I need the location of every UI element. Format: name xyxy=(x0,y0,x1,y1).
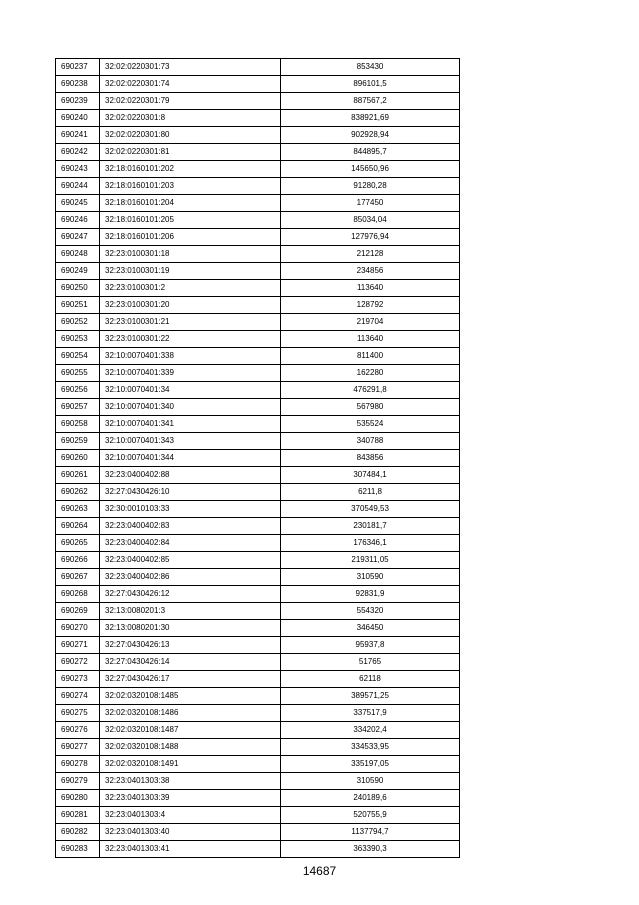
value-cell: 113640 xyxy=(281,331,460,348)
value-cell: 128792 xyxy=(281,297,460,314)
table-row xyxy=(56,365,460,382)
table-body xyxy=(56,59,460,858)
value-cell: 334202,4 xyxy=(281,722,460,739)
table-row xyxy=(56,144,460,161)
cadastral-number-cell: 32:23:0100301:18 xyxy=(100,246,281,263)
table-row xyxy=(56,841,460,858)
value-cell: 219704 xyxy=(281,314,460,331)
value-cell: 476291,8 xyxy=(281,382,460,399)
cadastral-number-cell: 32:13:0080201:3 xyxy=(100,603,281,620)
table-row xyxy=(56,416,460,433)
cadastral-number-cell: 32:10:0070401:339 xyxy=(100,365,281,382)
table-row xyxy=(56,603,460,620)
row-id-cell: 690260 xyxy=(56,450,100,467)
row-id-cell: 690267 xyxy=(56,569,100,586)
row-id-cell: 690242 xyxy=(56,144,100,161)
value-cell: 234856 xyxy=(281,263,460,280)
table-row xyxy=(56,348,460,365)
row-id-cell: 690257 xyxy=(56,399,100,416)
value-cell: 346450 xyxy=(281,620,460,637)
row-id-cell: 690239 xyxy=(56,93,100,110)
cadastral-number-cell: 32:02:0320108:1491 xyxy=(100,756,281,773)
table-row xyxy=(56,110,460,127)
row-id-cell: 690256 xyxy=(56,382,100,399)
value-cell: 145650,96 xyxy=(281,161,460,178)
table-row xyxy=(56,161,460,178)
row-id-cell: 690244 xyxy=(56,178,100,195)
table-row xyxy=(56,178,460,195)
value-cell: 535524 xyxy=(281,416,460,433)
row-id-cell: 690262 xyxy=(56,484,100,501)
table-row xyxy=(56,824,460,841)
cadastral-number-cell: 32:23:0100301:21 xyxy=(100,314,281,331)
table-row xyxy=(56,229,460,246)
row-id-cell: 690247 xyxy=(56,229,100,246)
cadastral-value-table xyxy=(55,58,460,858)
cadastral-number-cell: 32:23:0400402:84 xyxy=(100,535,281,552)
value-cell: 334533,95 xyxy=(281,739,460,756)
table-row xyxy=(56,382,460,399)
cadastral-number-cell: 32:23:0400402:88 xyxy=(100,467,281,484)
value-cell: 335197,05 xyxy=(281,756,460,773)
row-id-cell: 690237 xyxy=(56,59,100,76)
cadastral-number-cell: 32:02:0320108:1485 xyxy=(100,688,281,705)
row-id-cell: 690243 xyxy=(56,161,100,178)
cadastral-number-cell: 32:23:0400402:86 xyxy=(100,569,281,586)
cadastral-number-cell: 32:27:0430426:17 xyxy=(100,671,281,688)
value-cell: 177450 xyxy=(281,195,460,212)
cadastral-number-cell: 32:23:0100301:20 xyxy=(100,297,281,314)
table-row xyxy=(56,671,460,688)
cadastral-number-cell: 32:18:0160101:202 xyxy=(100,161,281,178)
value-cell: 902928,94 xyxy=(281,127,460,144)
value-cell: 389571,25 xyxy=(281,688,460,705)
row-id-cell: 690278 xyxy=(56,756,100,773)
value-cell: 340788 xyxy=(281,433,460,450)
cadastral-number-cell: 32:02:0320108:1487 xyxy=(100,722,281,739)
value-cell: 240189,6 xyxy=(281,790,460,807)
value-cell: 85034,04 xyxy=(281,212,460,229)
value-cell: 887567,2 xyxy=(281,93,460,110)
value-cell: 896101,5 xyxy=(281,76,460,93)
cadastral-number-cell: 32:23:0401303:4 xyxy=(100,807,281,824)
table-row xyxy=(56,484,460,501)
cadastral-number-cell: 32:27:0430426:12 xyxy=(100,586,281,603)
cadastral-number-cell: 32:23:0401303:39 xyxy=(100,790,281,807)
cadastral-number-cell: 32:18:0160101:205 xyxy=(100,212,281,229)
value-cell: 230181,7 xyxy=(281,518,460,535)
table-row xyxy=(56,297,460,314)
table-row xyxy=(56,620,460,637)
table-row xyxy=(56,654,460,671)
row-id-cell: 690273 xyxy=(56,671,100,688)
value-cell: 51765 xyxy=(281,654,460,671)
row-id-cell: 690280 xyxy=(56,790,100,807)
row-id-cell: 690281 xyxy=(56,807,100,824)
value-cell: 310590 xyxy=(281,569,460,586)
cadastral-number-cell: 32:02:0320108:1488 xyxy=(100,739,281,756)
cadastral-number-cell: 32:30:0010103:33 xyxy=(100,501,281,518)
table-row xyxy=(56,76,460,93)
cadastral-number-cell: 32:02:0220301:8 xyxy=(100,110,281,127)
value-cell: 811400 xyxy=(281,348,460,365)
value-cell: 113640 xyxy=(281,280,460,297)
cadastral-number-cell: 32:10:0070401:34 xyxy=(100,382,281,399)
table-row xyxy=(56,93,460,110)
table-row xyxy=(56,722,460,739)
cadastral-number-cell: 32:18:0160101:203 xyxy=(100,178,281,195)
table-row xyxy=(56,127,460,144)
cadastral-number-cell: 32:02:0220301:73 xyxy=(100,59,281,76)
row-id-cell: 690245 xyxy=(56,195,100,212)
value-cell: 853430 xyxy=(281,59,460,76)
cadastral-number-cell: 32:23:0100301:2 xyxy=(100,280,281,297)
row-id-cell: 690248 xyxy=(56,246,100,263)
cadastral-number-cell: 32:23:0401303:41 xyxy=(100,841,281,858)
table-row xyxy=(56,552,460,569)
table-row xyxy=(56,467,460,484)
table-row xyxy=(56,59,460,76)
row-id-cell: 690246 xyxy=(56,212,100,229)
row-id-cell: 690238 xyxy=(56,76,100,93)
table-row xyxy=(56,756,460,773)
cadastral-number-cell: 32:23:0401303:38 xyxy=(100,773,281,790)
row-id-cell: 690253 xyxy=(56,331,100,348)
row-id-cell: 690275 xyxy=(56,705,100,722)
table-row xyxy=(56,790,460,807)
cadastral-number-cell: 32:02:0220301:81 xyxy=(100,144,281,161)
cadastral-number-cell: 32:13:0080201:30 xyxy=(100,620,281,637)
row-id-cell: 690269 xyxy=(56,603,100,620)
table-row xyxy=(56,807,460,824)
row-id-cell: 690283 xyxy=(56,841,100,858)
value-cell: 92831,9 xyxy=(281,586,460,603)
value-cell: 307484,1 xyxy=(281,467,460,484)
row-id-cell: 690277 xyxy=(56,739,100,756)
value-cell: 567980 xyxy=(281,399,460,416)
table-row xyxy=(56,637,460,654)
table-row xyxy=(56,450,460,467)
table-row xyxy=(56,246,460,263)
table-row xyxy=(56,773,460,790)
cadastral-number-cell: 32:10:0070401:344 xyxy=(100,450,281,467)
table-row xyxy=(56,501,460,518)
row-id-cell: 690272 xyxy=(56,654,100,671)
row-id-cell: 690241 xyxy=(56,127,100,144)
row-id-cell: 690240 xyxy=(56,110,100,127)
value-cell: 844895,7 xyxy=(281,144,460,161)
value-cell: 6211,8 xyxy=(281,484,460,501)
value-cell: 127976,94 xyxy=(281,229,460,246)
cadastral-number-cell: 32:23:0401303:40 xyxy=(100,824,281,841)
value-cell: 1137794,7 xyxy=(281,824,460,841)
cadastral-number-cell: 32:23:0400402:85 xyxy=(100,552,281,569)
cadastral-number-cell: 32:23:0400402:83 xyxy=(100,518,281,535)
row-id-cell: 690282 xyxy=(56,824,100,841)
cadastral-number-cell: 32:10:0070401:343 xyxy=(100,433,281,450)
row-id-cell: 690250 xyxy=(56,280,100,297)
row-id-cell: 690264 xyxy=(56,518,100,535)
cadastral-number-cell: 32:10:0070401:340 xyxy=(100,399,281,416)
page-number: 14687 xyxy=(302,864,337,878)
value-cell: 337517,9 xyxy=(281,705,460,722)
value-cell: 370549,53 xyxy=(281,501,460,518)
value-cell: 62118 xyxy=(281,671,460,688)
table-row xyxy=(56,586,460,603)
row-id-cell: 690251 xyxy=(56,297,100,314)
row-id-cell: 690261 xyxy=(56,467,100,484)
table-row xyxy=(56,739,460,756)
table-row xyxy=(56,518,460,535)
value-cell: 219311,05 xyxy=(281,552,460,569)
table-row xyxy=(56,399,460,416)
value-cell: 838921,69 xyxy=(281,110,460,127)
value-cell: 212128 xyxy=(281,246,460,263)
row-id-cell: 690265 xyxy=(56,535,100,552)
row-id-cell: 690268 xyxy=(56,586,100,603)
cadastral-number-cell: 32:18:0160101:204 xyxy=(100,195,281,212)
value-cell: 520755,9 xyxy=(281,807,460,824)
value-cell: 162280 xyxy=(281,365,460,382)
table-row xyxy=(56,535,460,552)
value-cell: 363390,3 xyxy=(281,841,460,858)
table-row xyxy=(56,433,460,450)
table-row xyxy=(56,705,460,722)
cadastral-number-cell: 32:02:0220301:74 xyxy=(100,76,281,93)
cadastral-number-cell: 32:02:0320108:1486 xyxy=(100,705,281,722)
table-row xyxy=(56,688,460,705)
value-cell: 554320 xyxy=(281,603,460,620)
table-row xyxy=(56,212,460,229)
cadastral-number-cell: 32:27:0430426:10 xyxy=(100,484,281,501)
value-cell: 91280,28 xyxy=(281,178,460,195)
cadastral-number-cell: 32:02:0220301:80 xyxy=(100,127,281,144)
value-cell: 843856 xyxy=(281,450,460,467)
table-row xyxy=(56,314,460,331)
row-id-cell: 690258 xyxy=(56,416,100,433)
row-id-cell: 690270 xyxy=(56,620,100,637)
row-id-cell: 690263 xyxy=(56,501,100,518)
cadastral-number-cell: 32:10:0070401:341 xyxy=(100,416,281,433)
cadastral-number-cell: 32:27:0430426:13 xyxy=(100,637,281,654)
value-cell: 310590 xyxy=(281,773,460,790)
table-row xyxy=(56,280,460,297)
row-id-cell: 690274 xyxy=(56,688,100,705)
value-cell: 176346,1 xyxy=(281,535,460,552)
table-row xyxy=(56,195,460,212)
row-id-cell: 690276 xyxy=(56,722,100,739)
cadastral-number-cell: 32:27:0430426:14 xyxy=(100,654,281,671)
row-id-cell: 690255 xyxy=(56,365,100,382)
table-row xyxy=(56,263,460,280)
row-id-cell: 690266 xyxy=(56,552,100,569)
row-id-cell: 690271 xyxy=(56,637,100,654)
value-cell: 95937,8 xyxy=(281,637,460,654)
cadastral-number-cell: 32:18:0160101:206 xyxy=(100,229,281,246)
row-id-cell: 690252 xyxy=(56,314,100,331)
table-row xyxy=(56,331,460,348)
row-id-cell: 690259 xyxy=(56,433,100,450)
cadastral-number-cell: 32:23:0100301:19 xyxy=(100,263,281,280)
row-id-cell: 690279 xyxy=(56,773,100,790)
row-id-cell: 690249 xyxy=(56,263,100,280)
cadastral-number-cell: 32:10:0070401:338 xyxy=(100,348,281,365)
table-row xyxy=(56,569,460,586)
cadastral-number-cell: 32:02:0220301:79 xyxy=(100,93,281,110)
row-id-cell: 690254 xyxy=(56,348,100,365)
cadastral-number-cell: 32:23:0100301:22 xyxy=(100,331,281,348)
